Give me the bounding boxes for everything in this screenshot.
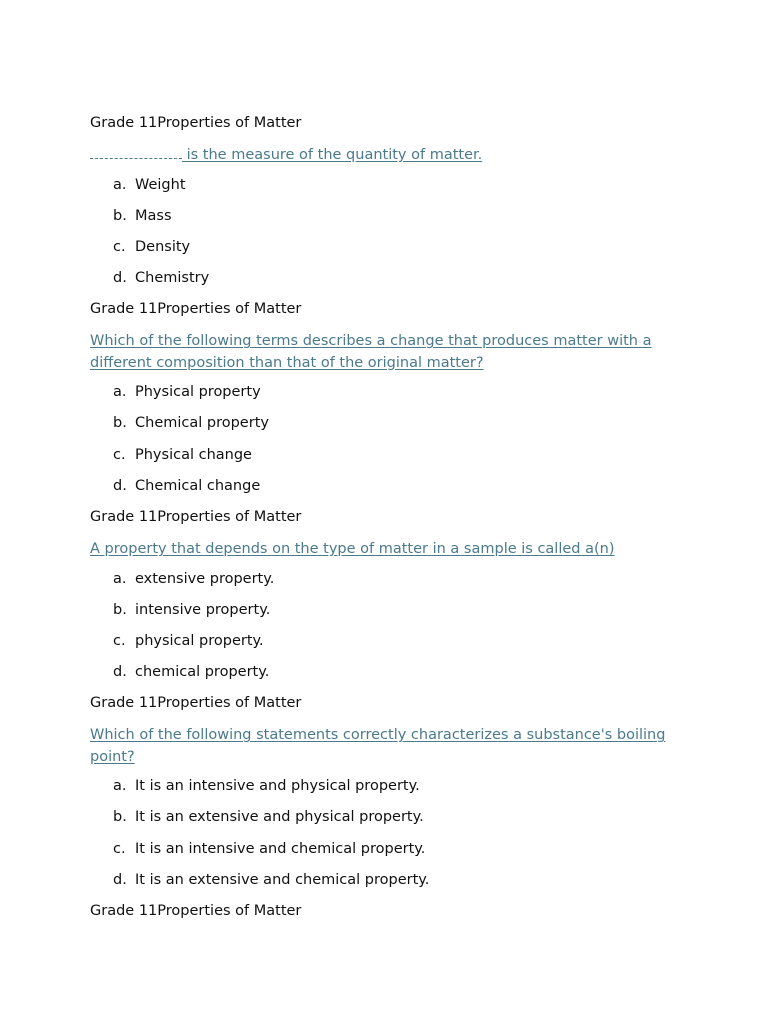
option-text: Chemistry — [135, 270, 210, 287]
option-letter: b. — [113, 207, 127, 224]
answer-option — [113, 808, 768, 826]
option-text: Density — [135, 238, 191, 255]
question-text-3: A property that depends on the type of matter in a sample is called a(n) — [90, 541, 615, 557]
answer-option — [113, 601, 768, 619]
answer-options — [90, 777, 768, 889]
question-text-1 — [90, 145, 680, 167]
answer-option — [113, 414, 768, 432]
answer-option — [113, 269, 768, 287]
answer-option — [113, 663, 768, 681]
fill-in-blank — [90, 145, 182, 159]
answer-option — [113, 446, 768, 464]
option-letter: c. — [113, 632, 126, 649]
section-heading: Grade 11Properties of Matter — [90, 115, 302, 131]
question-block-4 — [90, 694, 768, 889]
answer-options — [90, 570, 768, 682]
option-letter: d. — [113, 270, 127, 287]
option-text: Physical property — [135, 384, 261, 401]
section-heading: Grade 11Properties of Matter — [90, 695, 302, 712]
option-text: It is an extensive and physical property. — [135, 809, 424, 826]
answer-options — [90, 176, 768, 288]
option-text: Chemical property — [135, 415, 269, 432]
option-letter: d. — [113, 664, 127, 681]
answer-option — [113, 840, 768, 858]
option-text: It is an intensive and physical property. — [135, 778, 420, 795]
option-letter: d. — [113, 477, 127, 494]
answer-options — [90, 383, 768, 495]
answer-option — [113, 871, 768, 889]
option-text: physical property. — [135, 632, 264, 649]
question-block-1 — [90, 114, 768, 287]
question-text-2: Which of the following terms describes a change that produces matter with a different composition than that of the original matter? — [90, 333, 652, 371]
option-letter: b. — [113, 601, 127, 618]
answer-option — [113, 777, 768, 795]
option-text: intensive property. — [135, 601, 271, 618]
option-letter: b. — [113, 415, 127, 432]
option-text: chemical property. — [135, 664, 270, 681]
option-letter: c. — [113, 238, 126, 255]
option-text: Chemical change — [135, 477, 261, 494]
option-text: It is an extensive and chemical property. — [135, 871, 430, 888]
option-text: Physical change — [135, 446, 252, 463]
question-text-4: Which of the following statements correctly characterizes a substance's boiling point? — [90, 727, 666, 765]
option-text: Mass — [135, 207, 172, 224]
answer-option — [113, 238, 768, 256]
option-letter: a. — [113, 778, 127, 795]
question-block-3 — [90, 508, 768, 681]
answer-option — [113, 477, 768, 495]
option-letter: c. — [113, 446, 126, 463]
section-heading: Grade 11Properties of Matter — [90, 509, 302, 525]
option-letter: a. — [113, 176, 127, 193]
option-letter: c. — [113, 840, 126, 857]
answer-option — [113, 570, 768, 588]
option-letter: a. — [113, 570, 127, 587]
option-letter: a. — [113, 384, 127, 401]
option-text: Weight — [135, 176, 186, 193]
answer-option — [113, 176, 768, 194]
option-letter: b. — [113, 809, 127, 826]
section-heading-footer: Grade 11Properties of Matter — [90, 903, 302, 919]
answer-option — [113, 632, 768, 650]
question-stem: is the measure of the quantity of matter. — [186, 147, 483, 163]
question-block-2 — [90, 300, 768, 495]
option-text: It is an intensive and chemical property. — [135, 840, 426, 857]
option-letter: d. — [113, 871, 127, 888]
answer-option — [113, 207, 768, 225]
option-text: extensive property. — [135, 570, 275, 587]
answer-option — [113, 383, 768, 401]
section-heading: Grade 11Properties of Matter — [90, 301, 302, 318]
